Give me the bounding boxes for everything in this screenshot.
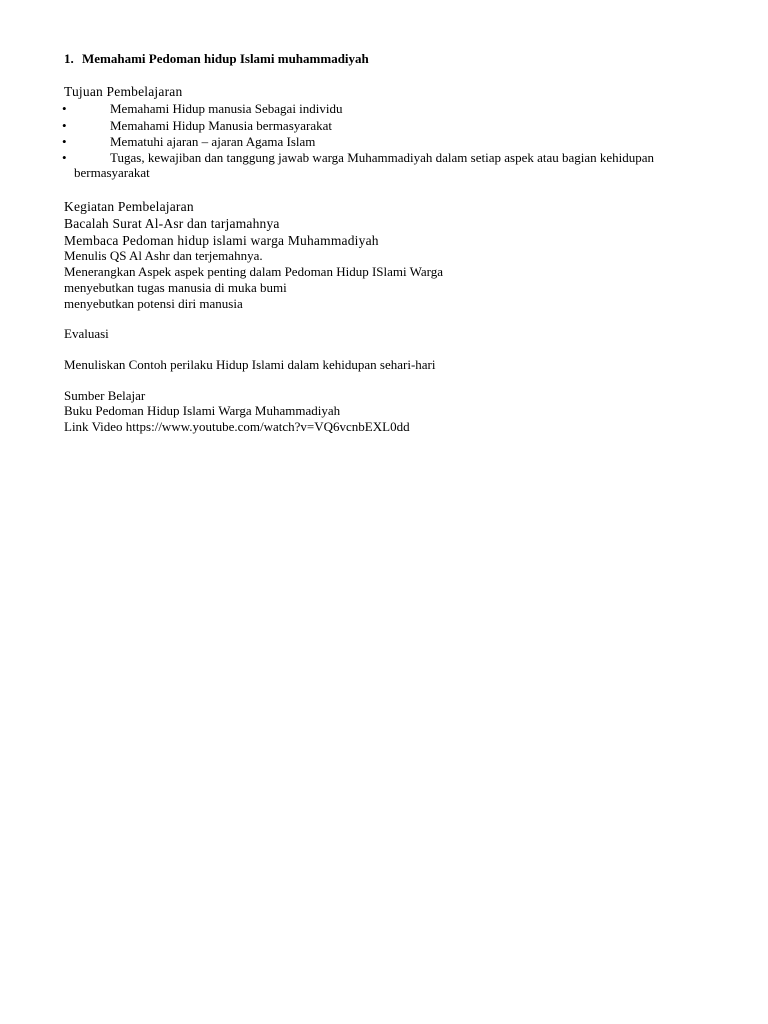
kegiatan-item-5: menyebutkan tugas manusia di muka bumi xyxy=(64,280,287,295)
bullet-dot-icon: • xyxy=(62,101,67,116)
kegiatan-item-4: Menerangkan Aspek aspek penting dalam Pedoman Hidup ISlami Warga xyxy=(64,264,443,279)
bullet-dot-icon: • xyxy=(62,118,67,133)
section-heading xyxy=(64,51,369,67)
kegiatan-item-3: Menulis QS Al Ashr dan terjemahnya. xyxy=(64,248,263,263)
sumber-item-video-link[interactable]: Link Video https://www.youtube.com/watch?v=VQ6vcnbEXL0dd xyxy=(64,419,410,434)
heading-title: Memahami Pedoman hidup Islami muhammadiyah xyxy=(82,51,369,66)
sumber-label: Sumber Belajar xyxy=(64,388,146,403)
bullet-dot-icon: • xyxy=(62,134,67,149)
sumber-item-book: Buku Pedoman Hidup Islami Warga Muhammadiyah xyxy=(64,403,341,418)
tujuan-bullet-3: Mematuhi ajaran – ajaran Agama Islam xyxy=(110,134,316,149)
heading-number: 1. xyxy=(64,51,74,66)
tujuan-bullet-4: Tugas, kewajiban dan tanggung jawab warga Muhammadiyah dalam setiap aspek atau bagian kehidupan xyxy=(110,150,655,165)
evaluasi-text: Menuliskan Contoh perilaku Hidup Islami dalam kehidupan sehari-hari xyxy=(64,357,436,372)
tujuan-label: Tujuan Pembelajaran xyxy=(64,84,183,99)
kegiatan-item-2: Membaca Pedoman hidup islami warga Muhammadiyah xyxy=(64,233,379,248)
evaluasi-label: Evaluasi xyxy=(64,326,109,341)
tujuan-bullet-4-continuation: bermasyarakat xyxy=(74,165,150,180)
bullet-dot-icon: • xyxy=(62,150,67,165)
kegiatan-label: Kegiatan Pembelajaran xyxy=(64,199,194,214)
tujuan-bullet-2: Memahami Hidup Manusia bermasyarakat xyxy=(110,118,333,133)
kegiatan-item-6: menyebutkan potensi diri manusia xyxy=(64,296,243,311)
kegiatan-item-1: Bacalah Surat Al-Asr dan tarjamahnya xyxy=(64,216,280,231)
tujuan-bullet-1: Memahami Hidup manusia Sebagai individu xyxy=(110,101,343,116)
